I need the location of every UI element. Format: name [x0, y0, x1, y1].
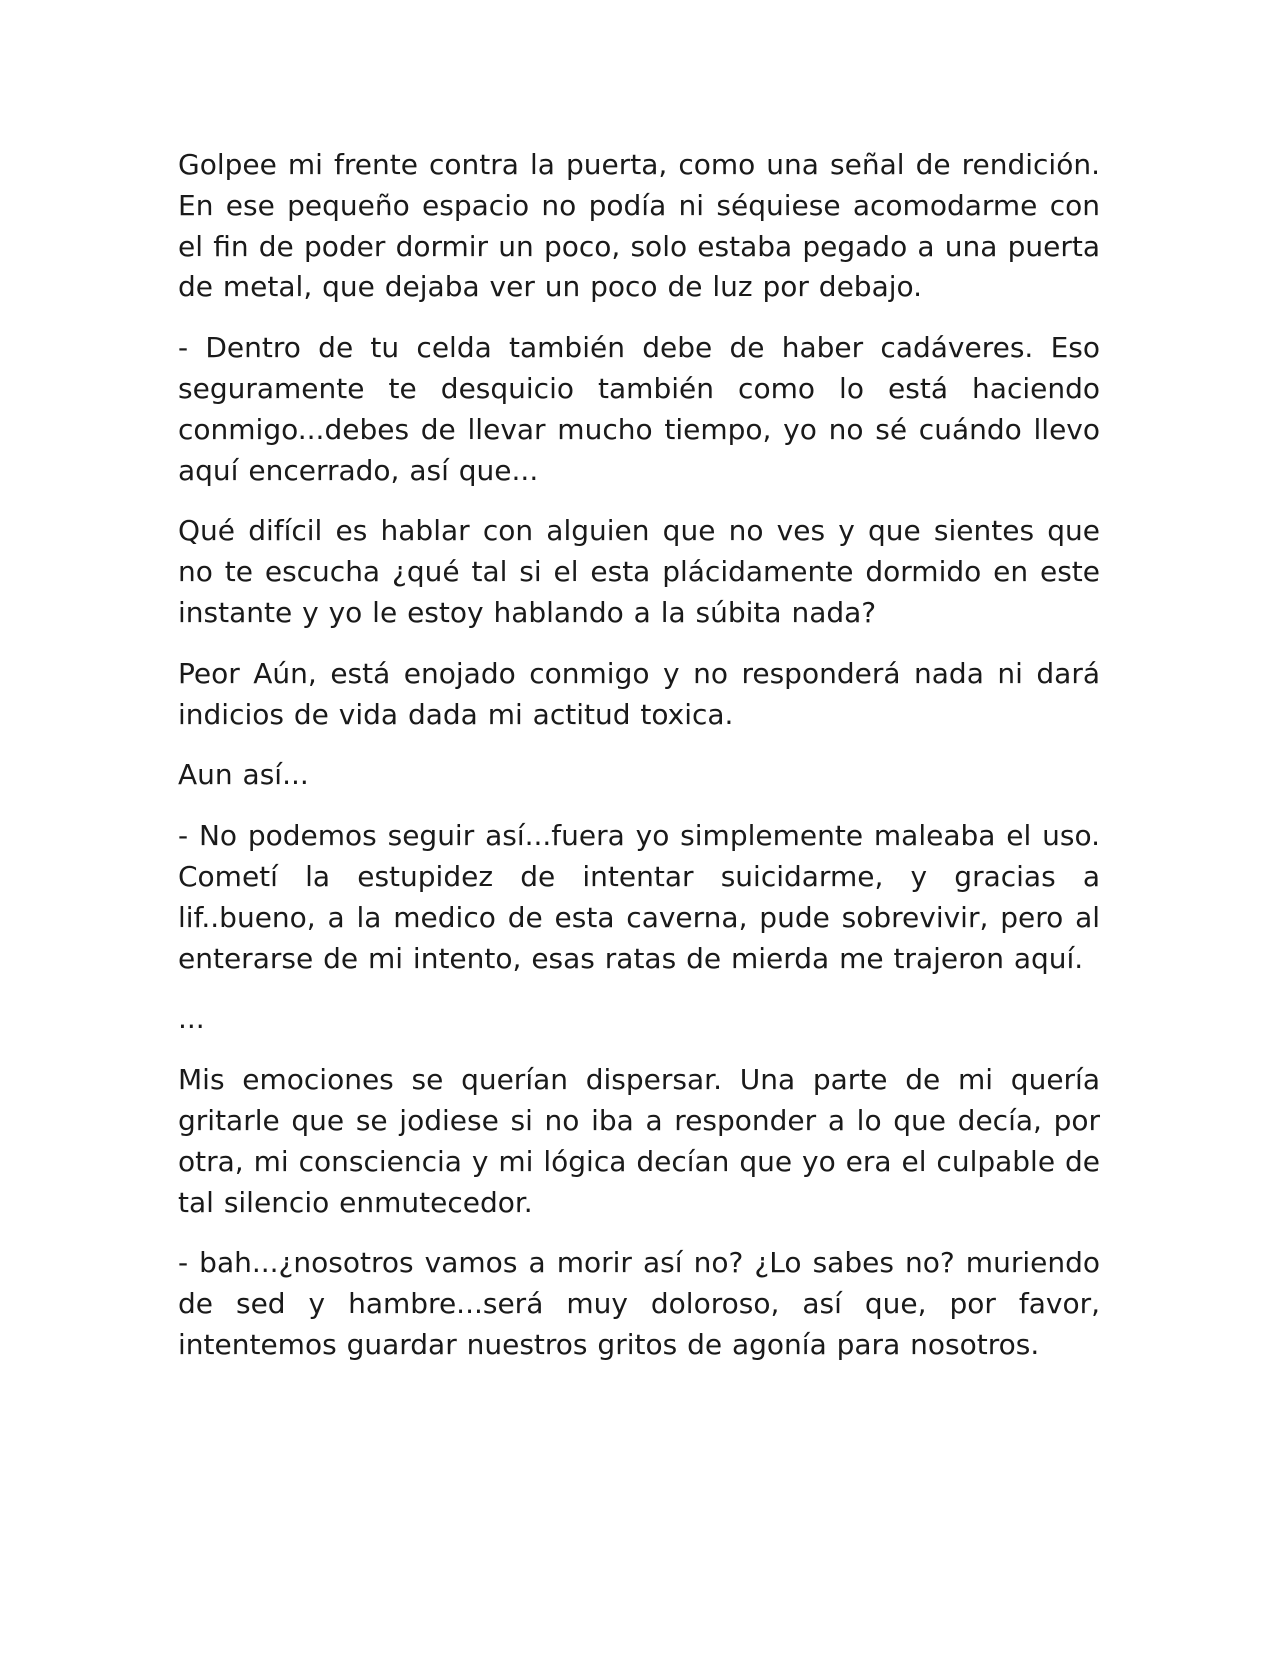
paragraph-7: ...	[178, 1002, 205, 1036]
paragraph-3: Qué difícil es hablar con alguien que no ves y que sientes que no te escucha ¿qué tal si el esta plácidamente dormido en este instante y yo le estoy hablando a la súbita nada?	[178, 514, 1100, 629]
paragraph-8: Mis emociones se querían dispersar. Una parte de mi quería gritarle que se jodiese si no iba a responder a lo que decía, por otra, mi consciencia y mi lógica decían que yo era el culpable de tal silencio enmutecedor.	[178, 1063, 1100, 1219]
paragraph-2: - Dentro de tu celda también debe de haber cadáveres. Eso seguramente te desquicio también como lo está haciendo conmigo...debes de llevar mucho tiempo, yo no sé cuándo llevo aquí encerrado, así que...	[178, 331, 1100, 487]
paragraph-6: - No podemos seguir así...fuera yo simplemente maleaba el uso. Cometí la estupidez de intentar suicidarme, y gracias a lif..bueno, a la medico de esta caverna, pude sobrevivir, pero al enterarse de mi intento, esas ratas de mierda me trajeron aquí.	[178, 819, 1100, 975]
paragraph-4: Peor Aún, está enojado conmigo y no responderá nada ni dará indicios de vida dada mi actitud toxica.	[178, 656, 1100, 731]
paragraph-9: - bah...¿nosotros vamos a morir así no? ¿Lo sabes no? muriendo de sed y hambre...será muy doloroso, así que, por favor, intentemos guardar nuestros gritos de agonía para nosotros.	[178, 1246, 1100, 1361]
paragraph-5: Aun así...	[178, 758, 309, 792]
paragraph-1: Golpee mi frente contra la puerta, como una señal de rendición. En ese pequeño espacio no podía ni séquiese acomodarme con el fin de poder dormir un poco, solo estaba pegado a una puerta de metal, que dejaba ver un poco de luz por debajo.	[178, 148, 1100, 304]
document-body	[178, 145, 1100, 1386]
